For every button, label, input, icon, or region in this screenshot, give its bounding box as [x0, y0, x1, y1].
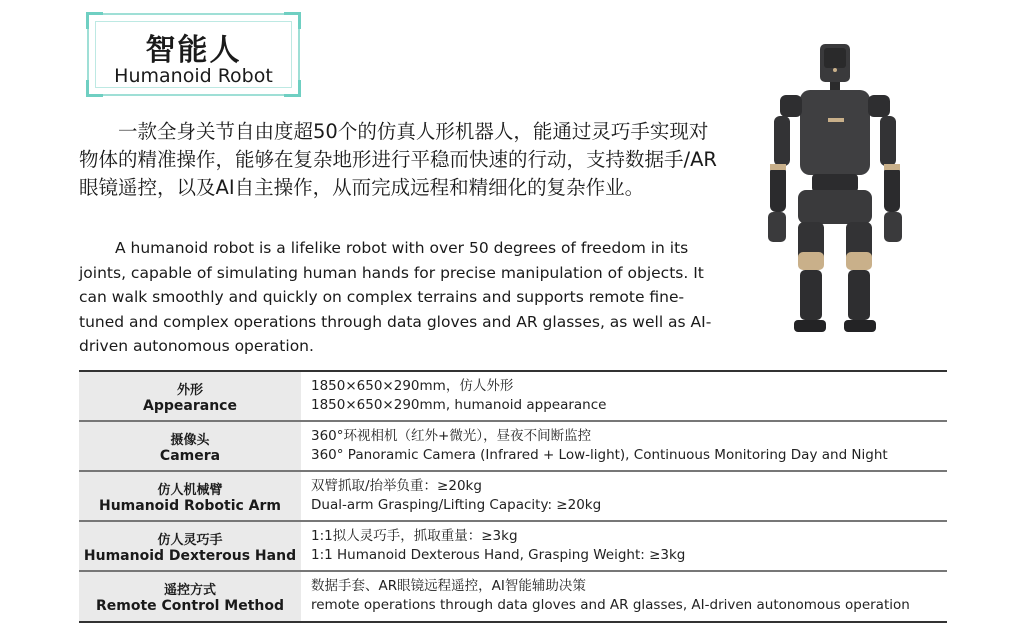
spec-label-cn: 仿人灵巧手	[157, 533, 223, 548]
intro-paragraph-en: A humanoid robot is a lifelike robot with over 50 degrees of freedom in its joints, capable of simulating human hands for precise manipulation of objects. It can walk smoothly and quickly on complex terrains and supports remote fine-tuned and complex operations through data gloves and AR glasses, as well as AI-driven autonomous operation.	[79, 239, 712, 355]
page-title-en: Humanoid Robot	[114, 65, 273, 87]
table-row	[79, 372, 947, 422]
table-row	[79, 422, 947, 472]
spec-label-en: Remote Control Method	[95, 598, 284, 614]
spec-value-en: Dual-arm Grasping/Lifting Capacity: ≥20kg	[311, 497, 602, 513]
spec-label	[79, 372, 301, 420]
spec-value-cn: 1850×650×290mm，仿人外形	[311, 378, 514, 394]
spec-label-en: Humanoid Robotic Arm	[98, 498, 282, 514]
spec-value-en: 1850×650×290mm, humanoid appearance	[311, 397, 607, 413]
spec-value-cn: 360°环视相机（红外+微光），昼夜不间断监控	[311, 428, 592, 444]
intro-paragraph-cn: 一款全身关节自由度超50个的仿真人形机器人，能通过灵巧手实现对物体的精准操作，能够在复杂地形进行平稳而快速的行动，支持数据手/AR眼镜遥控，以及AI自主操作，从而完成远程和精细化的复杂作业。	[79, 120, 717, 199]
spec-label-cn: 外形	[176, 383, 203, 398]
spec-label-en: Humanoid Dexterous Hand	[83, 548, 297, 564]
spec-value	[311, 427, 947, 465]
spec-value	[311, 377, 947, 415]
spec-value	[311, 477, 947, 515]
spec-label	[79, 522, 301, 570]
table-row	[79, 572, 947, 623]
spec-label-cn: 遥控方式	[163, 583, 216, 598]
page-title-cn: 智能人	[145, 33, 242, 68]
spec-table	[79, 370, 947, 623]
spec-label-cn: 摄像头	[170, 433, 210, 448]
spec-label-en: Appearance	[143, 398, 237, 414]
spec-value	[311, 527, 947, 565]
table-row	[79, 522, 947, 572]
spec-label	[79, 572, 301, 621]
spec-label-cn: 仿人机械臂	[157, 483, 223, 498]
spec-value	[311, 577, 947, 615]
title-box	[87, 13, 300, 96]
spec-value-en: 360° Panoramic Camera (Infrared + Low-light), Continuous Monitoring Day and Night	[311, 447, 888, 463]
spec-value-en: remote operations through data gloves and AR glasses, AI-driven autonomous operation	[311, 597, 910, 613]
spec-label	[79, 422, 301, 470]
humanoid-robot-image	[760, 40, 910, 340]
spec-value-en: 1:1 Humanoid Dexterous Hand, Grasping Weight: ≥3kg	[311, 547, 686, 563]
spec-label	[79, 472, 301, 520]
table-row	[79, 472, 947, 522]
spec-value-cn: 1:1拟人灵巧手，抓取重量：≥3kg	[311, 528, 518, 544]
spec-value-cn: 双臂抓取/抬举负重：≥20kg	[311, 478, 482, 494]
spec-label-en: Camera	[159, 448, 221, 464]
spec-value-cn: 数据手套、AR眼镜远程遥控，AI智能辅助决策	[311, 578, 586, 594]
